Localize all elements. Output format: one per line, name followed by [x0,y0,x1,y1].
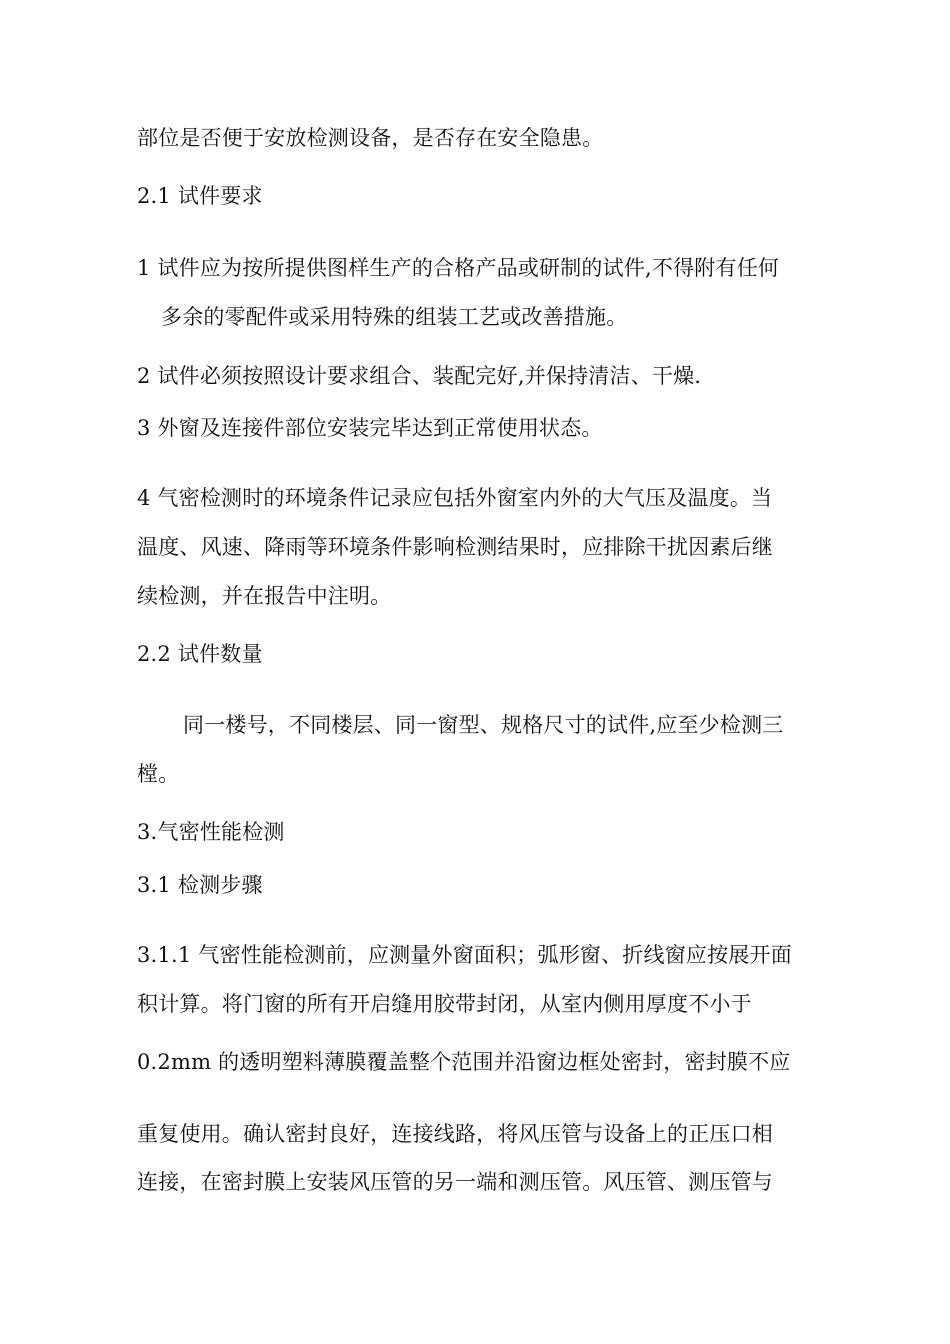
paragraph-line: 重复使用。确认密封良好，连接线路，将风压管与设备上的正压口相 [137,1122,773,1146]
list-item-2: 2 试件必须按照设计要求组合、装配完好,并保持清洁、干燥. [137,364,702,388]
paragraph-line: 连接，在密封膜上安装风压管的另一端和测压管。风压管、测压管与 [137,1170,773,1194]
list-item-4-line-2: 温度、风速、降雨等环境条件影响检测结果时，应排除干扰因素后继 [137,535,773,559]
section-heading-3: 3.气密性能检测 [137,820,285,844]
list-item-1-line-2: 多余的零配件或采用特殊的组装工艺或改善措施。 [161,305,628,329]
section-heading-2-1: 2.1 试件要求 [137,184,263,208]
section-heading-2-2: 2.2 试件数量 [137,642,263,666]
paragraph-line: 樘。 [137,762,180,786]
list-item-4-line-3: 续检测，并在报告中注明。 [137,584,392,608]
paragraph-line: 积计算。将门窗的所有开启缝用胶带封闭，从室内侧用厚度不小于 [137,992,752,1016]
paragraph-line: 0.2mm 的透明塑料薄膜覆盖整个范围并沿窗边框处密封，密封膜不应 [137,1050,791,1074]
list-item-4-line-1: 4 气密检测时的环境条件记录应包括外窗室内外的大气压及温度。当 [137,486,773,510]
list-item-3: 3 外窗及连接件部位安装完毕达到正常使用状态。 [137,416,603,440]
paragraph-line: 部位是否便于安放检测设备，是否存在安全隐患。 [137,126,604,150]
section-heading-3-1: 3.1 检测步骤 [137,873,263,897]
paragraph-line: 同一楼号，不同楼层、同一窗型、规格尺寸的试件,应至少检测三 [183,713,784,737]
paragraph-line: 3.1.1 气密性能检测前，应测量外窗面积；弧形窗、折线窗应按展开面 [137,943,792,967]
list-item-1-line-1: 1 试件应为按所提供图样生产的合格产品或研制的试件,不得附有任何 [137,256,780,280]
